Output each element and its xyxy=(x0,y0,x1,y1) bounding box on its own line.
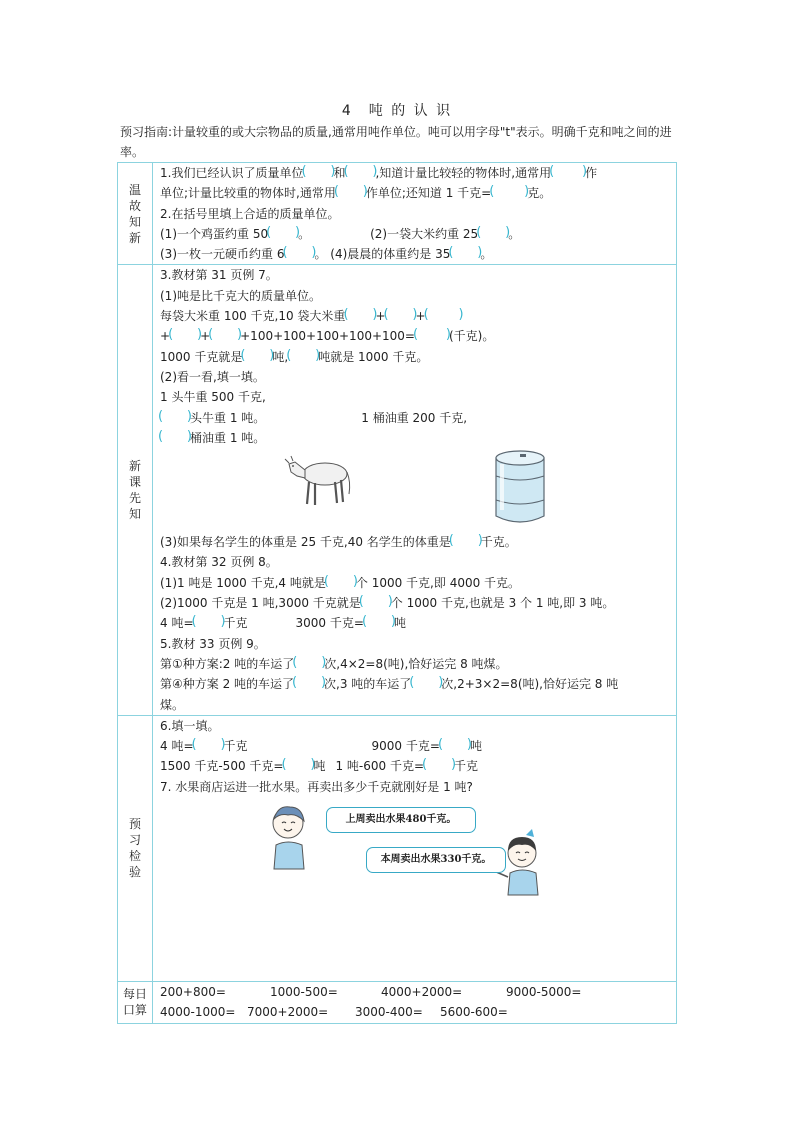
review-line-5: (3)一枚一元硬币约重 6( ) 。 (4)晨晨的体重约是 35( ) 。 xyxy=(160,244,676,264)
section-label-check: 预 习 检 验 xyxy=(118,715,153,981)
new-line-5: 1000 千克就是( ) 吨,( ) 吨就是 1000 千克。 xyxy=(160,347,676,367)
new-line-13: (2)1000 千克是 1 吨,3000 千克就是( ) 个 1000 千克,也就是 3 个 1 吨,即 3 吨。 xyxy=(160,593,676,613)
answer-blank[interactable] xyxy=(194,615,224,629)
new-line-10: (3)如果每名学生的体重是 25 千克,40 名学生的体重是( ) 千克。 xyxy=(160,532,676,552)
answer-blank[interactable] xyxy=(450,246,480,260)
answer-blank[interactable] xyxy=(426,308,462,322)
answer-blank[interactable] xyxy=(268,226,298,240)
speech-bubble-this-week: 本周卖出水果330千克。 xyxy=(366,847,506,873)
check-line-3: 1500 千克-500 千克=( ) 吨 1 吨-600 千克=( ) 千克 xyxy=(160,756,676,776)
page-title: 4 吨 的 认 识 xyxy=(341,103,453,119)
new-line-1: 3.教材第 31 页例 7。 xyxy=(160,268,278,283)
answer-blank[interactable] xyxy=(303,165,333,179)
new-line-12: (1)1 吨是 1000 千克,4 吨就是( ) 个 1000 千克,即 4000 千克。 xyxy=(160,573,676,593)
new-line-2: (1)吨是比千克大的质量单位。 xyxy=(160,288,321,303)
check-line-4: 7. 水果商店运进一批水果。再卖出多少千克就刚好是 1 吨? xyxy=(160,779,473,794)
picture-row xyxy=(160,448,676,532)
answer-blank[interactable] xyxy=(326,575,356,589)
answer-blank[interactable] xyxy=(288,349,318,363)
answer-blank[interactable] xyxy=(491,185,527,199)
section-label-daily: 每日 口算 xyxy=(118,981,153,1023)
new-line-3: 每袋大米重 100 千克,10 袋大米重( ) +( ) +( ) xyxy=(160,306,676,326)
answer-blank[interactable] xyxy=(451,534,481,548)
review-line-4: (1)一个鸡蛋约重 50( ) 。 (2)一袋大米约重 25( ) 。 xyxy=(160,224,676,244)
answer-blank[interactable] xyxy=(194,738,224,752)
new-line-8: ( )头牛重 1 吨。 1 桶油重 200 千克, xyxy=(160,408,676,428)
answer-blank[interactable] xyxy=(210,328,240,342)
answer-blank[interactable] xyxy=(283,758,313,772)
answer-blank[interactable] xyxy=(478,226,508,240)
new-line-16: 第①种方案:2 吨的车运了( ) 次,4×2=8(吨),恰好运完 8 吨煤。 xyxy=(160,654,676,674)
answer-blank[interactable] xyxy=(440,738,470,752)
section-label-new: 新 课 先 知 xyxy=(118,265,153,715)
daily-row-1: 200+800= 1000-500= 4000+2000= 9000-5000= xyxy=(160,984,582,999)
new-line-18: 煤。 xyxy=(160,697,185,712)
answer-blank[interactable] xyxy=(294,656,324,670)
answer-blank[interactable] xyxy=(160,410,190,424)
answer-blank[interactable] xyxy=(336,185,366,199)
boy-illustration xyxy=(266,801,316,871)
check-line-1: 6.填一填。 xyxy=(160,718,220,733)
check-line-2: 4 吨=( ) 千克 9000 千克=( ) 吨 xyxy=(160,736,676,756)
check-content xyxy=(153,715,677,981)
new-line-17: 第④种方案 2 吨的车运了( ) 次,3 吨的车运了( ) 次,2+3×2=8(吨),恰好运完 8 吨 xyxy=(160,674,676,694)
answer-blank[interactable] xyxy=(424,758,454,772)
review-content xyxy=(153,163,677,265)
new-line-4: +( ) +( ) +100+100+100+100+100=( ) (千克)。 xyxy=(160,326,676,346)
answer-blank[interactable] xyxy=(160,430,190,444)
answer-blank[interactable] xyxy=(345,165,375,179)
answer-blank[interactable] xyxy=(242,349,272,363)
section-label-review: 温 故 知 新 xyxy=(118,163,153,265)
answer-blank[interactable] xyxy=(364,615,394,629)
answer-blank[interactable] xyxy=(551,165,585,179)
answer-blank[interactable] xyxy=(294,676,324,690)
new-line-9: ( )桶油重 1 吨。 xyxy=(160,428,676,448)
new-line-14: 4 吨=( ) 千克 3000 千克=( ) 吨 xyxy=(160,613,676,633)
new-line-6: (2)看一看,填一填。 xyxy=(160,369,265,384)
answer-blank[interactable] xyxy=(415,328,449,342)
new-line-11: 4.教材第 32 页例 8。 xyxy=(160,555,278,570)
review-line-1: 1.我们已经认识了质量单位( ) 和( ) ,知道计量比较轻的物体时,通常用( ) 作 xyxy=(160,163,676,183)
daily-row-2: 4000-1000= 7000+2000= 3000-400= 5600-600= xyxy=(160,1005,508,1020)
review-line-3: 2.在括号里填上合适的质量单位。 xyxy=(160,206,340,221)
new-content xyxy=(153,265,677,715)
answer-blank[interactable] xyxy=(411,676,441,690)
answer-blank[interactable] xyxy=(284,246,314,260)
answer-blank[interactable] xyxy=(170,328,200,342)
answer-blank[interactable] xyxy=(345,308,375,322)
worksheet-table xyxy=(117,162,677,1024)
oil-barrel-illustration xyxy=(490,448,550,528)
new-line-7: 1 头牛重 500 千克, xyxy=(160,390,266,405)
daily-content xyxy=(153,981,677,1023)
preview-guide: 预习指南:计量较重的或大宗物品的质量,通常用吨作单位。吨可以用字母"t"表示。明确千克和吨之间的进率。 xyxy=(120,125,672,159)
cow-illustration xyxy=(283,450,353,510)
new-line-15: 5.教材 33 页例 9。 xyxy=(160,636,266,651)
answer-blank[interactable] xyxy=(386,308,416,322)
review-line-2: 单位;计量比较重的物体时,通常用( ) 作单位;还知道 1 千克=( ) 克。 xyxy=(160,183,676,203)
dialogue-illustration xyxy=(160,797,676,897)
speech-bubble-last-week: 上周卖出水果480千克。 xyxy=(326,807,476,833)
answer-blank[interactable] xyxy=(361,595,391,609)
